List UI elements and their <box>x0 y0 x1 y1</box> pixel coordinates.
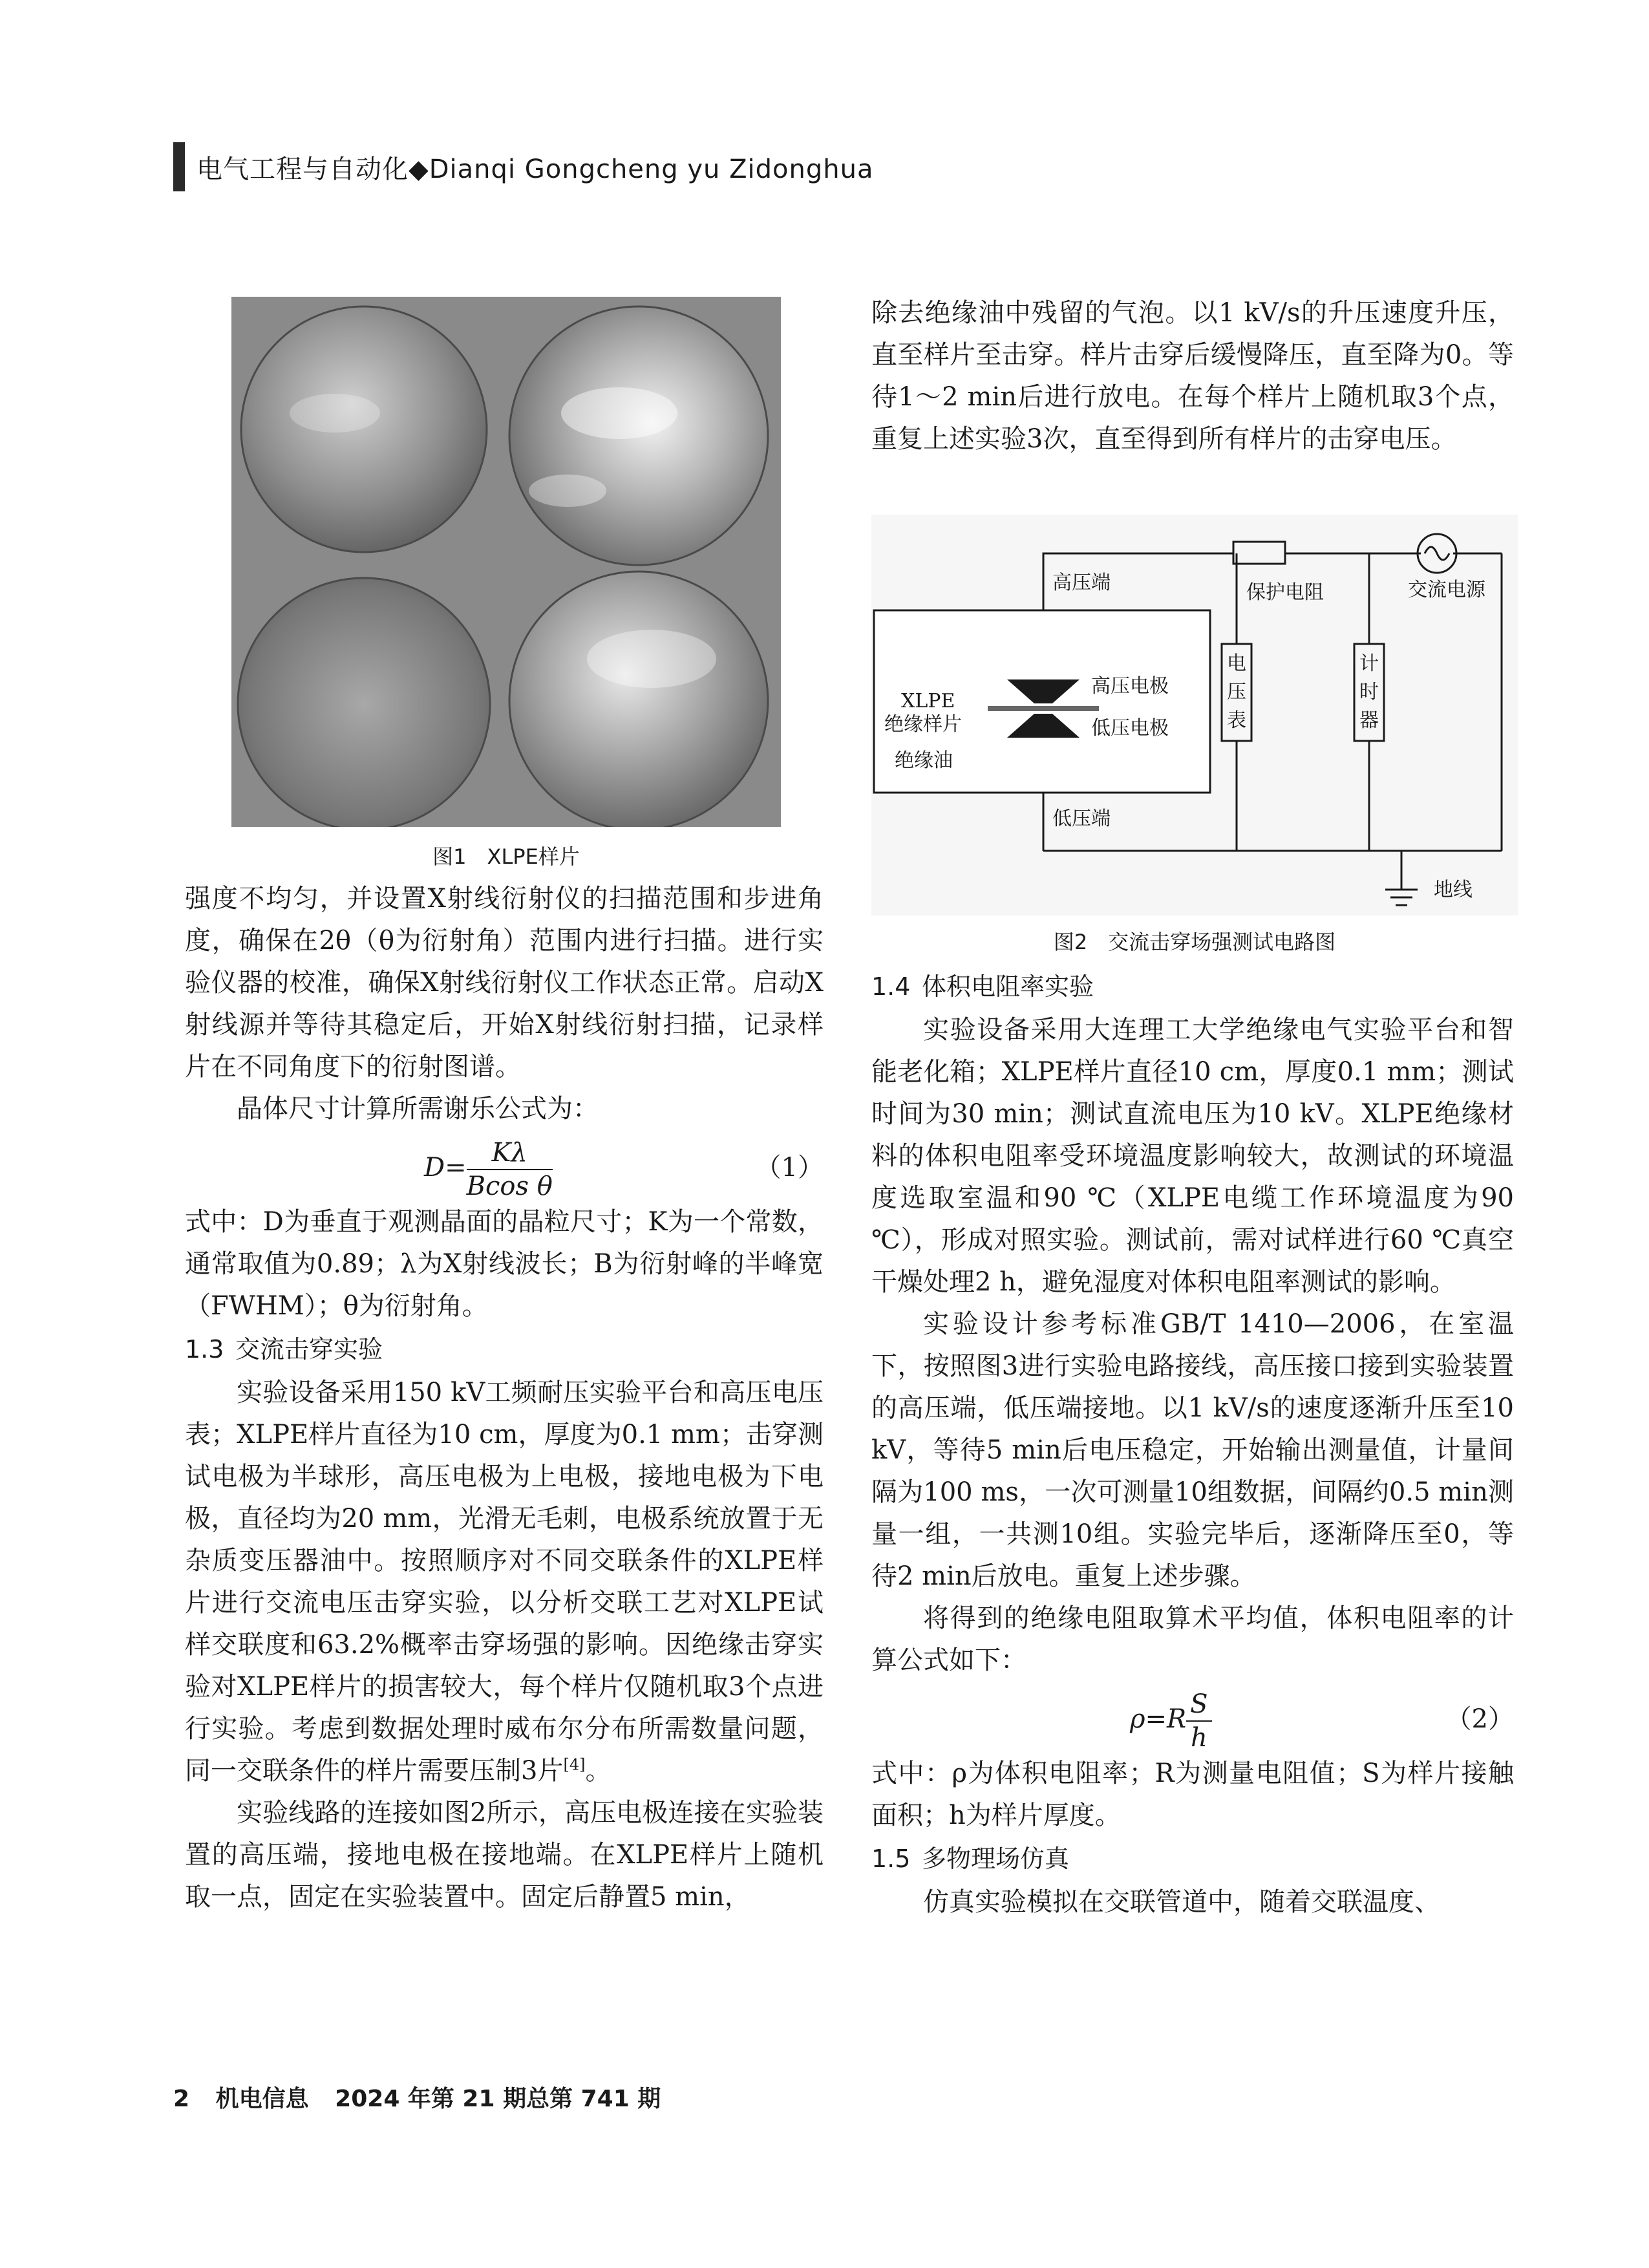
equation-1-numerator: Kλ <box>467 1137 553 1170</box>
figure1-caption: 图1 XLPE样片 <box>432 844 580 869</box>
page-number: 2 <box>173 2086 190 2112</box>
equation-1 <box>185 1130 824 1201</box>
page-footer <box>173 2081 679 2113</box>
section-1-3-title: 交流击穿实验 <box>235 1335 383 1364</box>
label-low-end: 低压端 <box>1052 808 1111 830</box>
equation-2-number: （2） <box>1445 1704 1514 1734</box>
label-ac-source: 交流电源 <box>1408 579 1485 601</box>
section-1-3-number: 1.3 <box>185 1335 224 1364</box>
header-bar <box>173 142 185 191</box>
right-paragraph-6: 仿真实验模拟在交联管道中，随着交联温度、 <box>923 1887 1440 1917</box>
label-timer-3: 器 <box>1359 709 1379 732</box>
section-1-4-number: 1.4 <box>871 972 911 1001</box>
section-1-5-heading <box>871 1838 1514 1880</box>
section-1-4-heading <box>871 966 1514 1008</box>
label-voltmeter-1: 电 <box>1227 652 1246 675</box>
section-1-3-heading <box>185 1329 824 1371</box>
label-oil: 绝缘油 <box>895 749 953 772</box>
right-paragraph-5: 式中：ρ为体积电阻率；R为测量电阻值；S为样片接触面积；h为样片厚度。 <box>871 1759 1514 1830</box>
right-paragraph-2: 实验设备采用大连理工大学绝缘电气实验平台和智能老化箱；XLPE样片直径10 cm，厚度0.1 mm；测试时间为30 min；测试直流电压为10 kV。XLPE绝缘材料的体积电阻率受环境温度影响较大，故测试的环境温度选取室温和90 ℃（XLPE电缆工作环境温度为90 ℃），形成对照实验。测试前，需对试样进行60 ℃真空干燥处理2 h，避免湿度对体积电阻率测试的影响。 <box>871 1015 1514 1297</box>
left-paragraph-5: 实验线路的连接如图2所示，高压电极连接在实验装置的高压端，接地电极在接地端。在XLPE样片上随机取一点，固定在实验装置中。固定后静置5 min， <box>185 1798 824 1912</box>
label-voltmeter-2: 压 <box>1227 681 1246 703</box>
right-paragraph-3: 实验设计参考标准GB/T 1410—2006，在室温下，按照图3进行实验电路接线，高压接口接到实验装置的高压端，低压端接地。以1 kV/s的速度逐渐升压至10 kV，等待5 min后电压稳定，开始输出测量值，计量间隔为100 ms，一次可测量10组数据，间隔约0.5 min测量一组，一共测10组。实验完毕后，逐渐降压至0，等待2 min后放电。重复上述步骤。 <box>871 1309 1514 1591</box>
label-low-electrode: 低压电极 <box>1091 717 1169 740</box>
left-paragraph-4: 实验设备采用150 kV工频耐压实验平台和高压电压表；XLPE样片直径为10 cm，厚度为0.1 mm；击穿测试电极为半球形，高压电极为上电极，接地电极为下电极，直径均为20 mm，光滑无毛刺，电极系统放置于无杂质变压器油中。按照顺序对不同交联条件的XLPE样片进行交流电压击穿实验，以分析交联工艺对XLPE试样交联度和63.2%概率击穿场强的影响。因绝缘击穿实验对XLPE样片的损害较大，每个样片仅随机取3个点进行实验。考虑到数据处理时威布尔分布所需数量问题，同一交联条件的样片需要压制3片[4]。 <box>185 1378 824 1786</box>
label-timer-2: 时 <box>1359 681 1379 703</box>
equation-2-denominator: h <box>1190 1723 1207 1753</box>
label-timer-1: 计 <box>1359 652 1379 675</box>
section-1-4-title: 体积电阻率实验 <box>922 972 1094 1001</box>
figure2-caption: 图2 交流击穿场强测试电路图 <box>1053 930 1336 954</box>
label-xlpe-sample: 绝缘样片 <box>884 713 962 736</box>
journal-issue: 2024 年第 21 期总第 741 期 <box>335 2086 661 2112</box>
right-paragraph-1: 除去绝缘油中残留的气泡。以1 kV/s的升压速度升压，直至样片至击穿。样片击穿后缓慢降压，直至降为0。等待1～2 min后进行放电。在每个样片上随机取3个点，重复上述实验3次，直至得到所有样片的击穿电压。 <box>871 298 1514 454</box>
running-header <box>173 144 873 190</box>
right-column-top <box>871 292 1514 460</box>
equation-2 <box>871 1682 1514 1753</box>
left-paragraph-1: 强度不均匀，并设置X射线衍射仪的扫描范围和步进角度，确保在2θ（θ为衍射角）范围内进行扫描。进行实验仪器的校准，确保X射线衍射仪工作状态正常。启动X射线源并等待其稳定后，开始X射线衍射扫描，记录样片在不同角度下的衍射图谱。 <box>185 884 824 1082</box>
label-xlpe: XLPE <box>901 690 955 712</box>
xlpe-sample-photo <box>231 297 781 827</box>
left-column <box>185 878 824 1918</box>
label-high-electrode: 高压电极 <box>1091 675 1169 698</box>
equation-1-denominator: Bcos θ <box>466 1171 553 1201</box>
label-ground: 地线 <box>1434 879 1473 901</box>
reference-4[interactable]: [4] <box>563 1755 586 1774</box>
left-paragraph-2: 晶体尺寸计算所需谢乐公式为： <box>237 1094 599 1124</box>
section-1-5-title: 多物理场仿真 <box>922 1845 1070 1873</box>
right-column-bottom <box>871 965 1514 1923</box>
equation-2-lhs: ρ=R <box>1130 1704 1187 1734</box>
equation-2-numerator: S <box>1186 1688 1211 1722</box>
journal-name: 机电信息 <box>215 2086 309 2112</box>
right-paragraph-4: 将得到的绝缘电阻取算术平均值，体积电阻率的计算公式如下： <box>871 1603 1514 1675</box>
equation-1-number: （1） <box>755 1153 824 1182</box>
left-paragraph-3: 式中：D为垂直于观测晶面的晶粒尺寸；K为一个常数，通常取值为0.89；λ为X射线波长；B为衍射峰的半峰宽（FWHM）；θ为衍射角。 <box>185 1207 824 1321</box>
circuit-diagram <box>871 515 1518 915</box>
equation-1-lhs: D= <box>424 1153 467 1182</box>
header-text: 电气工程与自动化◆Dianqi Gongcheng yu Zidonghua <box>197 154 874 184</box>
section-1-5-number: 1.5 <box>871 1845 911 1873</box>
label-protect-resistor: 保护电阻 <box>1246 581 1324 604</box>
label-voltmeter-3: 表 <box>1227 709 1246 732</box>
label-high-end: 高压端 <box>1052 572 1111 594</box>
